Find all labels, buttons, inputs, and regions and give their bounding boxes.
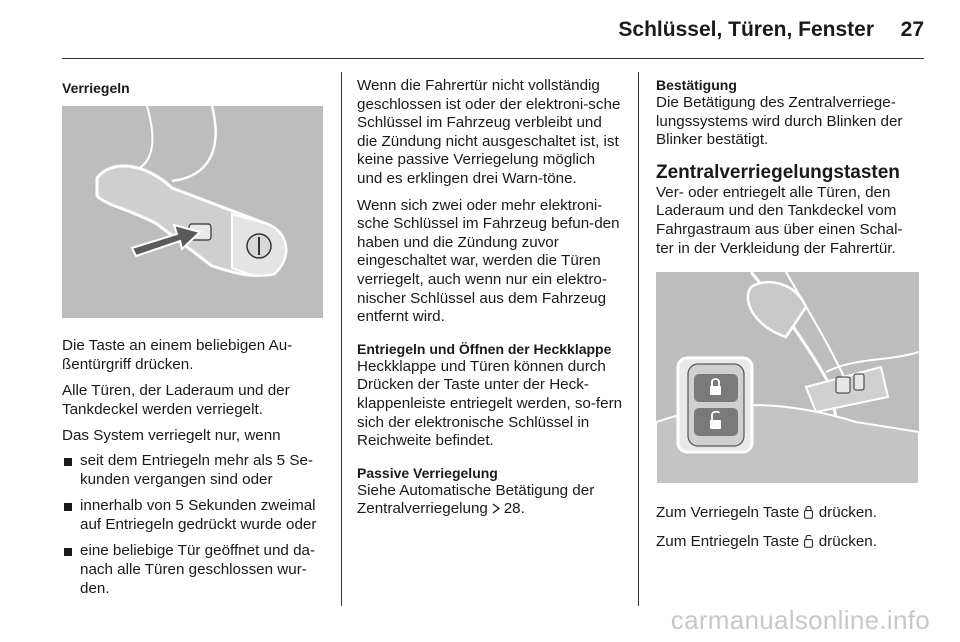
cross-reference-arrow-icon bbox=[492, 501, 504, 516]
paragraph: Alle Türen, der Laderaum und der Tankdeckel werden verriegelt. bbox=[62, 382, 290, 418]
header-title: Schlüssel, Türen, Fenster bbox=[618, 18, 874, 41]
door-panel-switch-illustration bbox=[656, 272, 919, 484]
watermark: carmanualsonline.info bbox=[670, 605, 930, 635]
column-3 bbox=[656, 77, 920, 561]
section-heading-verriegeln: Verriegeln bbox=[62, 80, 130, 96]
section-heading-heckklappe: Entriegeln und Öffnen der Heckklappe bbox=[357, 340, 612, 357]
column-1 bbox=[62, 80, 326, 606]
page-number: 27 bbox=[900, 18, 924, 41]
paragraph: Wenn die Fahrertür nicht vollständig geschlossen ist oder der elektroni-sche Schlüssel im Fahrzeug verbleibt und die Zündung nicht ausgeschaltet ist, ist keine passive Verriegelung möglich und es erklingen drei Warn-töne. bbox=[357, 77, 621, 187]
unlock-instruction-suffix: drücken. bbox=[818, 532, 877, 550]
paragraph: Das System verriegelt nur, wenn bbox=[62, 427, 281, 445]
paragraph bbox=[656, 533, 920, 554]
condition-list bbox=[62, 452, 326, 598]
unlock-icon bbox=[804, 534, 813, 554]
section-heading-zentralverriegelungstasten: Zentralverriegelungstasten bbox=[656, 161, 900, 183]
lock-icon bbox=[804, 505, 813, 525]
cross-reference-page[interactable]: 28. bbox=[503, 500, 525, 518]
column-2 bbox=[357, 77, 623, 527]
paragraph: Wenn sich zwei oder mehr elektroni-sche Schlüssel im Fahrzeug befun-den haben und die Zündung zuvor eingeschaltet war, werden die Türen verriegelt, auch wenn nur ein elektro-nischer Schlüssel aus dem Fahrzeug entfernt wird. bbox=[357, 196, 620, 326]
cross-reference-text: Siehe Automatische Betätigung der Zentralverriegelung bbox=[357, 481, 595, 518]
paragraph: Heckklappe und Türen können durch Drücken der Taste unter der Heck-klappenleiste entriegelt werden, so-fern sich der elektronische Schlüssel in Reichweite befindet. bbox=[357, 357, 623, 450]
paragraph: Ver- oder entriegelt alle Türen, den Laderaum und den Tankdeckel vom Fahrgastraum aus über einen Schal-ter in der Verkleidung der Fahrertür. bbox=[656, 183, 903, 257]
list-item: innerhalb von 5 Sekunden zweimal auf Entriegeln gedrückt wurde oder bbox=[62, 497, 326, 534]
column-divider-1 bbox=[341, 72, 342, 606]
paragraph: Die Betätigung des Zentralverriege-lungssystems wird durch Blinken der Blinker bestätigt. bbox=[656, 94, 903, 149]
paragraph bbox=[656, 504, 920, 525]
column-divider-2 bbox=[638, 72, 639, 606]
list-item: eine beliebige Tür geöffnet und da-nach alle Türen geschlossen wur-den. bbox=[62, 542, 326, 598]
paragraph: Die Taste an einem beliebigen Au-ßentürgriff drücken. bbox=[62, 337, 293, 373]
list-item: seit dem Entriegeln mehr als 5 Se-kunden vergangen sind oder bbox=[62, 452, 326, 489]
lock-instruction-text: Zum Verriegeln Taste bbox=[656, 504, 800, 522]
section-heading-bestaetigung: Bestätigung bbox=[656, 77, 737, 93]
paragraph bbox=[357, 482, 623, 519]
lock-instruction-suffix: drücken. bbox=[818, 504, 877, 522]
unlock-instruction-text: Zum Entriegeln Taste bbox=[656, 532, 800, 550]
section-heading-passive-verriegelung: Passive Verriegelung bbox=[357, 464, 498, 481]
door-handle-illustration bbox=[62, 106, 323, 318]
header-rule bbox=[62, 58, 924, 59]
